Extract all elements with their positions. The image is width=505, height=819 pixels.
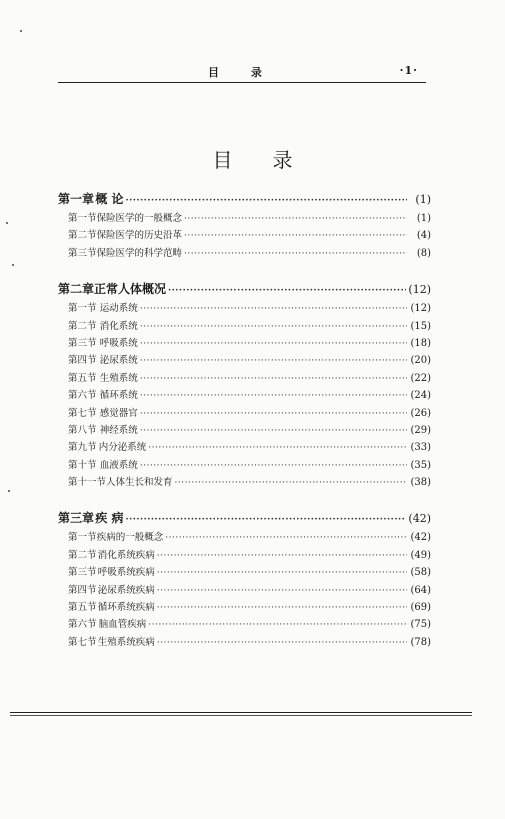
section-page: (33) <box>410 442 431 454</box>
section-row[interactable] <box>58 582 431 599</box>
chapter-label: 第二章 <box>58 282 95 297</box>
page-title <box>0 144 505 173</box>
page-title-text: 目录 <box>212 148 333 172</box>
section-page: (35) <box>410 459 431 471</box>
chapter-1 <box>58 190 431 262</box>
header-rule <box>58 82 426 83</box>
section-label: 第三节 <box>68 337 97 349</box>
section-page: (38) <box>410 477 431 489</box>
dot-leader <box>148 443 407 453</box>
section-page: (64) <box>410 584 431 596</box>
dot-leader <box>126 196 407 206</box>
section-row[interactable] <box>58 529 431 546</box>
section-title: 循环系统 <box>99 390 138 402</box>
dot-leader <box>148 620 407 630</box>
section-title: 疾病的一般概念 <box>96 532 164 544</box>
scan-speck <box>8 490 10 492</box>
section-page: (18) <box>410 337 431 349</box>
dot-leader <box>157 638 407 648</box>
section-title: 神经系统 <box>99 424 138 436</box>
section-label: 第七节 <box>68 636 97 648</box>
chapter-title: 疾 病 <box>95 511 124 526</box>
section-page: (26) <box>410 407 431 419</box>
section-label: 第二节 <box>68 320 97 332</box>
chapter-row[interactable] <box>58 509 431 529</box>
section-page: (49) <box>410 549 431 561</box>
section-label: 第六节 <box>68 619 97 631</box>
dot-leader <box>157 603 407 613</box>
running-head-title: 目 录 <box>208 66 276 79</box>
section-row[interactable] <box>58 335 431 352</box>
section-row[interactable] <box>58 422 431 439</box>
dot-leader <box>168 286 406 296</box>
section-page: (58) <box>410 567 431 579</box>
dot-leader <box>140 304 407 314</box>
section-label: 第二节 <box>68 230 97 242</box>
dot-leader <box>184 249 407 259</box>
section-page: (29) <box>410 424 431 436</box>
section-label: 第七节 <box>68 407 97 419</box>
running-head-page-number: ·1· <box>399 64 418 77</box>
section-title: 血液系统 <box>99 459 138 471</box>
running-head <box>58 62 426 80</box>
section-row[interactable] <box>58 564 431 581</box>
bottom-rule-thin <box>10 715 472 716</box>
section-page: (24) <box>410 390 431 402</box>
dot-leader <box>140 426 407 436</box>
section-title: 脑血管疾病 <box>98 619 147 631</box>
section-title: 呼吸系统疾病 <box>97 567 155 579</box>
dot-leader <box>140 391 407 401</box>
chapter-title: 概 论 <box>95 192 124 206</box>
section-label: 第五节 <box>68 372 97 384</box>
section-row[interactable] <box>58 457 431 474</box>
scan-speck <box>20 30 22 32</box>
chapter-page: (42) <box>408 512 431 526</box>
chapter-title: 正常人体概况 <box>94 282 167 297</box>
section-row[interactable] <box>58 474 431 491</box>
chapter-3 <box>58 509 431 651</box>
dot-leader <box>157 551 407 561</box>
dot-leader <box>184 231 407 241</box>
chapter-label: 第三章 <box>58 511 95 526</box>
section-page: (4) <box>416 230 431 242</box>
dot-leader <box>140 409 407 419</box>
bottom-rule <box>10 712 472 713</box>
section-label: 第十一节 <box>68 477 107 489</box>
dot-leader <box>140 322 407 332</box>
chapter-page: (1) <box>415 193 431 206</box>
section-title: 生殖系统疾病 <box>97 636 155 648</box>
chapter-2 <box>58 280 431 491</box>
section-label: 第四节 <box>68 584 97 596</box>
section-title: 人体生长和发育 <box>106 477 173 489</box>
dot-leader <box>157 568 407 578</box>
dot-leader <box>140 374 407 384</box>
section-row[interactable] <box>58 245 431 262</box>
dot-leader <box>157 586 407 596</box>
dot-leader <box>140 356 407 366</box>
section-row[interactable] <box>58 210 431 227</box>
section-title: 生殖系统 <box>99 372 138 384</box>
section-title: 保险医学的一般概念 <box>96 213 183 224</box>
section-title: 保险医学的科学范畴 <box>96 247 183 259</box>
section-row[interactable] <box>58 387 431 404</box>
dot-leader <box>140 461 407 471</box>
section-page: (12) <box>410 303 431 315</box>
section-title: 消化系统疾病 <box>97 549 155 561</box>
section-row[interactable] <box>58 599 431 616</box>
section-row[interactable] <box>58 616 431 633</box>
section-page: (42) <box>410 532 431 544</box>
section-label: 第八节 <box>68 424 97 436</box>
section-page: (8) <box>416 247 431 259</box>
section-title: 呼吸系统 <box>99 337 138 349</box>
dot-leader <box>125 515 406 525</box>
section-label: 第一节 <box>68 532 97 544</box>
section-title: 泌尿系统疾病 <box>97 584 155 596</box>
chapter-row[interactable] <box>58 280 431 300</box>
section-title: 消化系统 <box>99 320 138 332</box>
chapter-page: (12) <box>408 283 431 297</box>
section-row[interactable] <box>58 352 431 369</box>
section-title: 内分泌系统 <box>98 442 147 454</box>
scan-speck <box>12 264 14 266</box>
section-title: 循环系统疾病 <box>97 602 155 614</box>
section-page: (1) <box>416 213 431 224</box>
section-page: (22) <box>410 372 431 384</box>
section-row[interactable] <box>58 318 431 335</box>
table-of-contents <box>58 190 431 651</box>
section-label: 第一节 <box>68 213 97 224</box>
scan-speck <box>6 222 8 224</box>
section-row[interactable] <box>58 370 431 387</box>
section-label: 第四节 <box>68 355 97 367</box>
section-label: 第一节 <box>68 303 97 315</box>
dot-leader <box>175 478 407 488</box>
section-page: (75) <box>410 619 431 631</box>
section-title: 保险医学的历史沿革 <box>96 230 183 242</box>
section-page: (69) <box>410 602 431 614</box>
dot-leader <box>165 533 407 543</box>
section-page: (15) <box>410 320 431 332</box>
section-page: (20) <box>410 355 431 367</box>
dot-leader <box>140 339 407 349</box>
section-page: (78) <box>410 636 431 648</box>
section-label: 第十节 <box>68 459 97 471</box>
section-label: 第六节 <box>68 390 97 402</box>
section-row[interactable] <box>58 300 431 317</box>
section-row[interactable] <box>58 227 431 244</box>
section-row[interactable] <box>58 547 431 564</box>
section-title: 泌尿系统 <box>99 355 138 367</box>
section-row[interactable] <box>58 634 431 651</box>
section-title: 感觉器官 <box>99 407 138 419</box>
section-title: 运动系统 <box>99 303 138 315</box>
section-label: 第五节 <box>68 602 97 614</box>
dot-leader <box>184 214 407 224</box>
section-label: 第三节 <box>68 247 97 259</box>
section-row[interactable] <box>58 439 431 456</box>
section-label: 第二节 <box>68 549 97 561</box>
chapter-row[interactable] <box>58 190 431 210</box>
section-label: 第三节 <box>68 567 97 579</box>
section-label: 第九节 <box>68 442 97 454</box>
section-row[interactable] <box>58 405 431 422</box>
chapter-label: 第一章 <box>58 192 95 206</box>
